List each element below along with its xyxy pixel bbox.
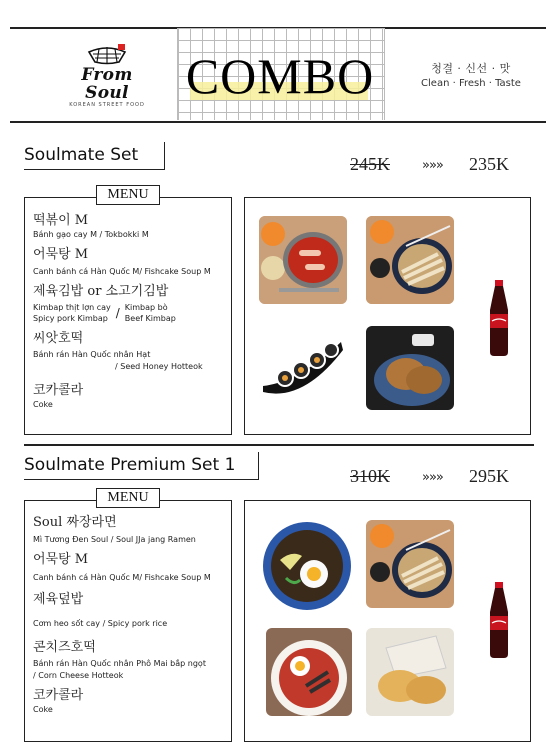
list-item: 어묵탕 M Canh bánh cá Hàn Quốc M/ Fishcake Soup M xyxy=(33,552,211,582)
list-item: 제육덮밥 Cơm heo sốt cay / Spicy pork rice xyxy=(33,592,168,628)
tagline-korean: 청결 · 신선 · 맛 xyxy=(431,62,511,75)
fishcake-soup-photo-2 xyxy=(366,520,454,608)
list-item: 코카콜라 Coke xyxy=(33,688,84,714)
list-item: 씨앗호떡 Bánh rán Hàn Quốc nhân Hạt / Seed Honey Hotteok xyxy=(33,331,203,371)
tagline-english: Clean · Fresh · Taste xyxy=(421,78,521,89)
list-item: 콘치즈호떡 Bánh rán Hàn Quốc nhân Phô Mai bắp ngọt / Corn Cheese Hotteok xyxy=(33,640,206,680)
set1-menu-list xyxy=(33,212,229,410)
hotteok-photo xyxy=(366,326,454,410)
logo-subtitle: KOREAN STREET FOOD xyxy=(69,102,145,108)
basket-icon xyxy=(85,42,129,66)
set1-old-price: 245K xyxy=(350,154,390,174)
set2-title xyxy=(24,452,259,480)
set1-title-text: Soulmate Set xyxy=(24,145,139,165)
corn-cheese-hotteok-photo xyxy=(366,628,454,716)
brand-logo xyxy=(62,42,152,108)
set1-arrows: »»» xyxy=(422,158,443,173)
section-divider xyxy=(24,444,534,446)
tokbokki-photo xyxy=(259,216,347,304)
set1-menu-label: MENU xyxy=(96,185,160,205)
list-item: 제육김밥 or 소고기김밥 Kimbap thịt lợn cay Spicy pork Kimbap / Kimbap bò Beef Kimbap xyxy=(33,284,176,323)
list-item: 코카콜라 Coke xyxy=(33,383,84,409)
set1-title xyxy=(24,142,165,170)
page-title: COMBO xyxy=(185,48,375,104)
list-item: Soul 짜장라면 Mì Tương Đen Soul / Soul JJa jang Ramen xyxy=(33,515,196,544)
coke-bottle-icon xyxy=(484,280,514,358)
logo-name: From Soul xyxy=(81,65,133,103)
fishcake-soup-photo xyxy=(366,216,454,304)
coke-bottle-icon-2 xyxy=(484,582,514,660)
set2-old-price: 310K xyxy=(350,466,390,486)
kimbap-photo xyxy=(259,326,347,410)
set2-title-text: Soulmate Premium Set 1 xyxy=(24,455,236,475)
list-item: 떡볶이 M Bánh gạo cay M / Tokbokki M xyxy=(33,213,149,239)
jjajang-ramen-photo xyxy=(262,520,352,612)
header-bottom-line xyxy=(10,121,546,123)
list-item: 어묵탕 M Canh bánh cá Hàn Quốc M/ Fishcake Soup M xyxy=(33,247,211,276)
set2-arrows: »»» xyxy=(422,470,443,485)
set1-new-price: 235K xyxy=(469,154,509,174)
spicy-pork-rice-photo xyxy=(266,628,352,716)
set2-menu-label: MENU xyxy=(96,488,160,508)
set2-menu-list xyxy=(33,514,229,715)
set2-new-price: 295K xyxy=(469,466,509,486)
